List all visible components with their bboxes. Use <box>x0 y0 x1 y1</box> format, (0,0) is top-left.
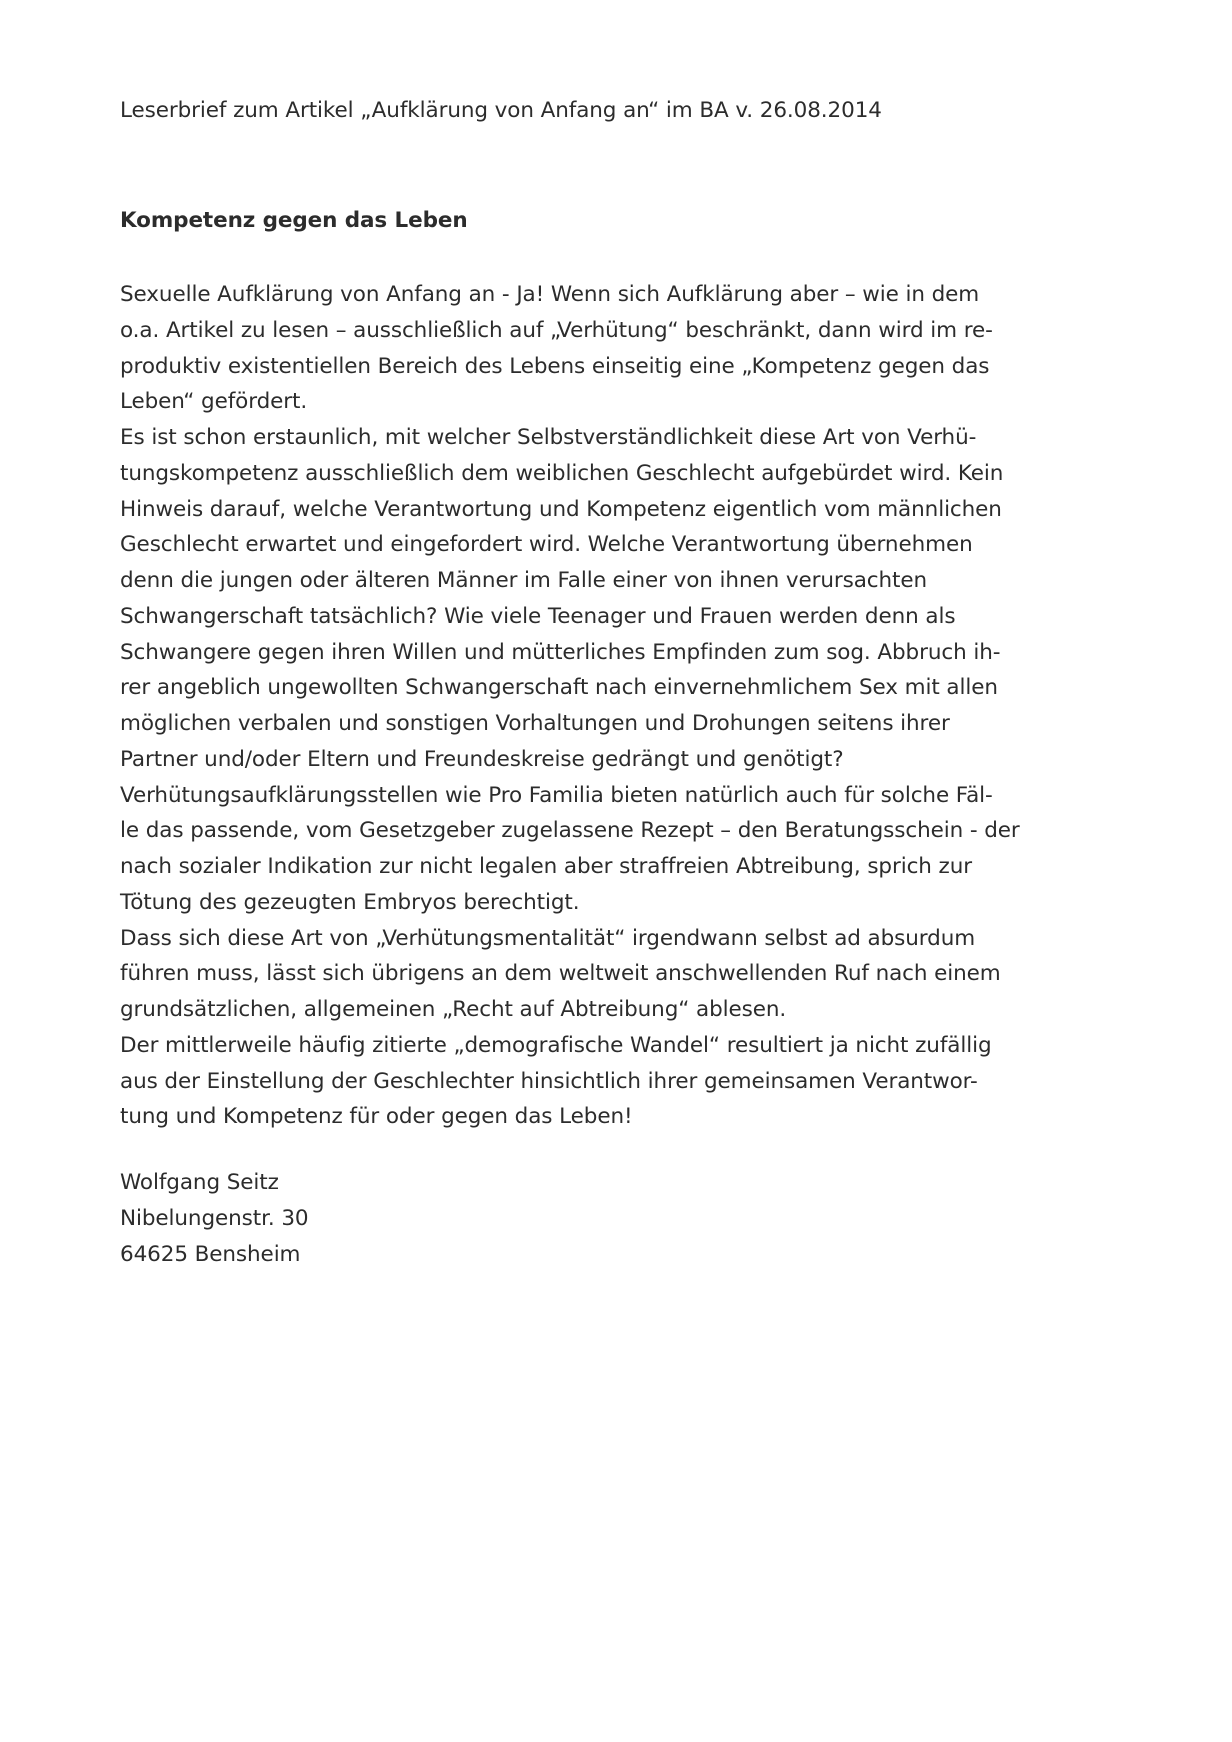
body-line: aus der Einstellung der Geschlechter hinsichtlich ihrer gemeinsamen Verantwor- <box>120 1068 978 1094</box>
body-line: produktiv existentiellen Bereich des Lebens einseitig eine „Kompetenz gegen das <box>120 353 990 379</box>
letter-title: Kompetenz gegen das Leben <box>120 208 468 233</box>
body-line: Der mittlerweile häufig zitierte „demografische Wandel“ resultiert ja nicht zufällig <box>120 1032 992 1058</box>
signature-street: Nibelungenstr. 30 <box>120 1206 309 1231</box>
body-line: Geschlecht erwartet und eingefordert wird. Welche Verantwortung übernehmen <box>120 532 973 558</box>
signature-city: 64625 Bensheim <box>120 1242 301 1267</box>
body-line: Es ist schon erstaunlich, mit welcher Selbstverständlichkeit diese Art von Verhü- <box>120 425 977 450</box>
signature-block <box>120 1165 308 1273</box>
body-line: o.a. Artikel zu lesen – ausschließlich auf „Verhütung“ beschränkt, dann wird im re- <box>120 317 993 343</box>
body-line: Sexuelle Aufklärung von Anfang an - Ja! Wenn sich Aufklärung aber – wie in dem <box>120 282 980 307</box>
body-line: Verhütungsaufklärungsstellen wie Pro Familia bieten natürlich auch für solche Fäl- <box>120 782 993 808</box>
body-line: nach sozialer Indikation zur nicht legalen aber straffreien Abtreibung, sprich zur <box>120 854 973 879</box>
body-line: führen muss, lässt sich übrigens an dem weltweit anschwellenden Ruf nach einem <box>120 961 1001 987</box>
body-line: möglichen verbalen und sonstigen Vorhaltungen und Drohungen seitens ihrer <box>120 711 950 736</box>
body-line: grundsätzlichen, allgemeinen „Recht auf Abtreibung“ ablesen. <box>120 997 787 1022</box>
body-line: tungskompetenz ausschließlich dem weiblichen Geschlecht aufgebürdet wird. Kein <box>120 460 1004 486</box>
letter-body <box>120 277 1120 1135</box>
letter-header: Leserbrief zum Artikel „Aufklärung von Anfang an“ im BA v. 26.08.2014 <box>120 98 882 123</box>
body-line: Hinweis darauf, welche Verantwortung und Kompetenz eigentlich vom männlichen <box>120 496 1002 522</box>
body-line: tung und Kompetenz für oder gegen das Leben! <box>120 1104 633 1130</box>
body-line: Partner und/oder Eltern und Freundeskreise gedrängt und genötigt? <box>120 746 844 772</box>
body-line: Tötung des gezeugten Embryos berechtigt. <box>120 889 580 915</box>
body-line: denn die jungen oder älteren Männer im Falle einer von ihnen verursachten <box>120 568 928 593</box>
body-line: le das passende, vom Gesetzgeber zugelassene Rezept – den Beratungsschein - der <box>120 818 1020 844</box>
body-line: Dass sich diese Art von „Verhütungsmentalität“ irgendwann selbst ad absurdum <box>120 925 976 951</box>
signature-name: Wolfgang Seitz <box>120 1170 279 1195</box>
body-line: Leben“ gefördert. <box>120 389 308 415</box>
body-line: Schwangerschaft tatsächlich? Wie viele Teenager und Frauen werden denn als <box>120 603 956 629</box>
body-line: Schwangere gegen ihren Willen und mütterliches Empfinden zum sog. Abbruch ih- <box>120 639 1001 665</box>
body-line: rer angeblich ungewollten Schwangerschaft nach einvernehmlichem Sex mit allen <box>120 675 998 701</box>
